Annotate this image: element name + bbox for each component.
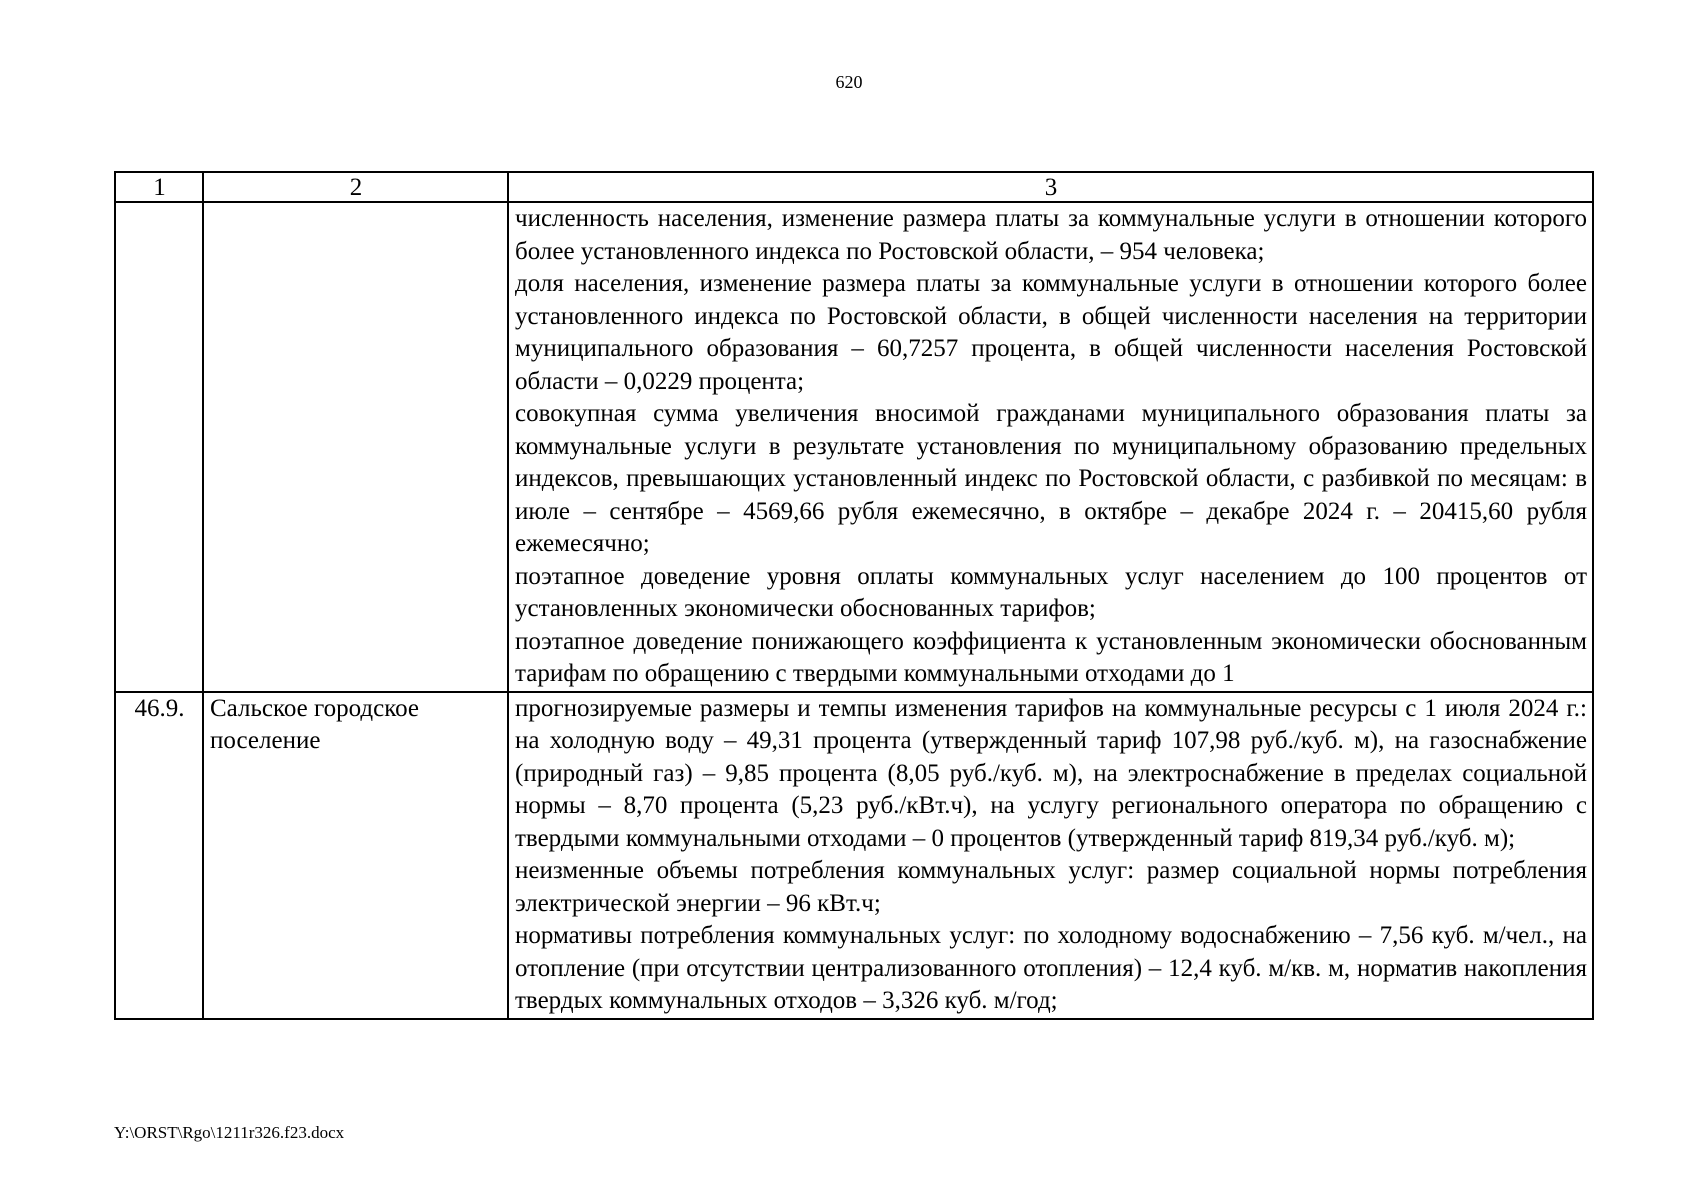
data-table [114, 171, 1594, 1020]
row-content [508, 202, 1593, 692]
row-paragraph: поэтапное доведение понижающего коэффициента к установленным экономически обоснованным тарифам по обращению с твердыми коммунальными отходами до 1 [515, 627, 1587, 687]
row-number: 46.9. [115, 692, 203, 1019]
table-row [115, 692, 1593, 1019]
row-name [203, 202, 508, 692]
header-col-1: 1 [115, 172, 203, 202]
header-col-2: 2 [203, 172, 508, 202]
header-col-3: 3 [508, 172, 1593, 202]
file-path-footer: Y:\ORST\Rgo\1211r326.f23.docx [114, 1123, 345, 1142]
row-paragraph: доля населения, изменение размера платы за коммунальные услуги в отношении которого более установленного индекса по Ростовской области, в общей численности населения на территории муниципального образования – 60,7257 процента, в общей численности населения Ростовской области – 0,0229 процента; [515, 270, 1587, 395]
row-name: Сальское городское поселение [203, 692, 508, 1019]
row-paragraph: прогнозируемые размеры и темпы изменения тарифов на коммунальные ресурсы с 1 июля 2024 г.: на холодную воду – 49,31 процента (утвержденный тариф 107,98 руб./куб. м), на газоснабжение (природный газ) – 9,85 процента (8,05 руб./куб. м), на электроснабжение в пределах социальной нормы – 8,70 процента (5,23 руб./кВт.ч), на услугу регионального оператора по обращению с твердыми коммунальными отходами – 0 процентов (утвержденный тариф 819,34 руб./куб. м); [515, 694, 1587, 852]
row-paragraph: совокупная сумма увеличения вносимой гражданами муниципального образования платы за коммунальные услуги в результате установления по муниципальному образованию предельных индексов, превышающих установленный индекс по Ростовской области, с разбивкой по месяцам: в июле – сентябре – 4569,66 рубля ежемесячно, в октябре – декабре 2024 г. – 20415,60 рубля ежемесячно; [515, 400, 1587, 557]
row-paragraph: нормативы потребления коммунальных услуг: по холодному водоснабжению – 7,56 куб. м/чел., на отопление (при отсутствии централизованного отопления) – 12,4 куб. м/кв. м, норматив накопления твердых коммунальных отходов – 3,326 куб. м/год; [515, 922, 1587, 1014]
table-row [115, 202, 1593, 692]
row-paragraph: неизменные объемы потребления коммунальных услуг: размер социальной нормы потребления электрической энергии – 96 кВт.ч; [515, 857, 1587, 917]
row-paragraph: поэтапное доведение уровня оплаты коммунальных услуг населением до 100 процентов от установленных экономически обоснованных тарифов; [515, 562, 1587, 622]
row-number [115, 202, 203, 692]
row-content [508, 692, 1593, 1019]
row-paragraph: численность населения, изменение размера платы за коммунальные услуги в отношении которого более установленного индекса по Ростовской области, – 954 человека; [515, 205, 1587, 265]
page-number: 620 [835, 72, 863, 92]
table-header-row [115, 172, 1593, 202]
